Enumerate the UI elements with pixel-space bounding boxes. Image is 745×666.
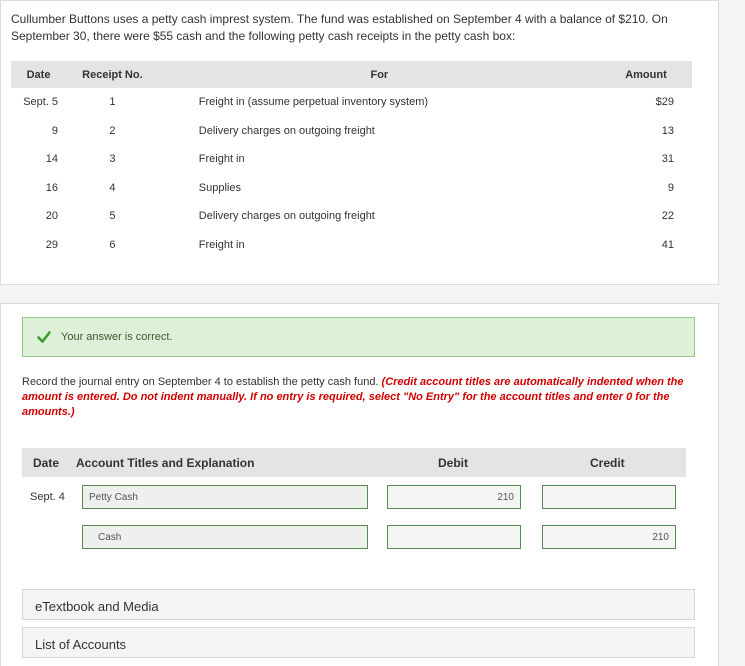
- row-for: Freight in (assume perpetual inventory system): [198, 96, 429, 109]
- etextbook-media-link[interactable]: eTextbook and Media: [22, 589, 695, 620]
- account-title-input[interactable]: [82, 485, 368, 509]
- table-row: [11, 231, 692, 260]
- col-header-amount: Amount: [600, 61, 692, 88]
- row-amount: 9: [667, 181, 674, 194]
- journal-header-credit: Credit: [590, 456, 625, 470]
- table-row: [11, 202, 692, 231]
- account-title-input[interactable]: [82, 525, 368, 549]
- row-date: 29: [45, 238, 59, 251]
- petty-cash-receipts-table: [11, 61, 692, 259]
- problem-card: [0, 0, 719, 285]
- row-amount: 13: [661, 124, 674, 137]
- list-of-accounts-link[interactable]: List of Accounts: [22, 627, 695, 658]
- col-header-date: Date: [11, 61, 66, 88]
- row-receipt: 4: [109, 181, 116, 194]
- row-for: Supplies: [198, 181, 241, 194]
- row-receipt: 3: [109, 153, 116, 166]
- instructions-text: Record the journal entry on September 4 to establish the petty cash fund.: [22, 376, 382, 388]
- row-date: 20: [45, 210, 59, 223]
- credit-input[interactable]: [542, 525, 676, 549]
- table-row: [11, 145, 692, 174]
- correct-answer-banner: [22, 317, 695, 357]
- correct-answer-text: Your answer is correct.: [61, 331, 173, 343]
- row-date: 9: [51, 124, 59, 137]
- instructions: [22, 375, 702, 420]
- journal-header-row: [22, 448, 686, 477]
- col-header-for: For: [159, 61, 600, 88]
- table-header-row: [11, 61, 692, 88]
- journal-header-debit: Debit: [438, 456, 468, 470]
- row-receipt: 6: [109, 238, 116, 251]
- table-row: [11, 174, 692, 203]
- table-row: [11, 88, 692, 117]
- col-header-receipt: Receipt No.: [66, 61, 159, 88]
- row-receipt: 2: [109, 124, 116, 137]
- row-date: 14: [45, 153, 59, 166]
- credit-input[interactable]: [542, 485, 676, 509]
- row-amount: 31: [661, 153, 674, 166]
- row-receipt: 1: [109, 96, 116, 109]
- row-amount: 41: [661, 238, 674, 251]
- row-receipt: 5: [109, 210, 116, 223]
- journal-header-account: Account Titles and Explanation: [76, 456, 255, 470]
- row-amount: 22: [661, 210, 674, 223]
- row-for: Freight in: [198, 153, 245, 166]
- row-date: 16: [45, 181, 59, 194]
- table-row: [11, 117, 692, 146]
- row-for: Delivery charges on outgoing freight: [198, 210, 375, 223]
- row-amount: $29: [655, 96, 674, 109]
- instructions-emphasis: (Credit account titles are automatically indented when the amount is entered. Do not indent manually. If no entry is required, select "No Entry" for the account titles and enter 0 for the amounts.): [22, 376, 684, 418]
- debit-input[interactable]: [387, 485, 521, 509]
- journal-header-date: Date: [33, 456, 60, 470]
- entry-date: Sept. 4: [30, 491, 65, 503]
- problem-intro: Cullumber Buttons uses a petty cash imprest system. The fund was established on September 4 with a balance of $210. On September 30, there were $55 cash and the following petty cash receipts in the petty cash box:: [11, 12, 668, 43]
- row-for: Freight in: [198, 238, 245, 251]
- row-date: Sept. 5: [23, 96, 59, 109]
- debit-input[interactable]: [387, 525, 521, 549]
- check-icon: [37, 330, 51, 344]
- row-for: Delivery charges on outgoing freight: [198, 124, 375, 137]
